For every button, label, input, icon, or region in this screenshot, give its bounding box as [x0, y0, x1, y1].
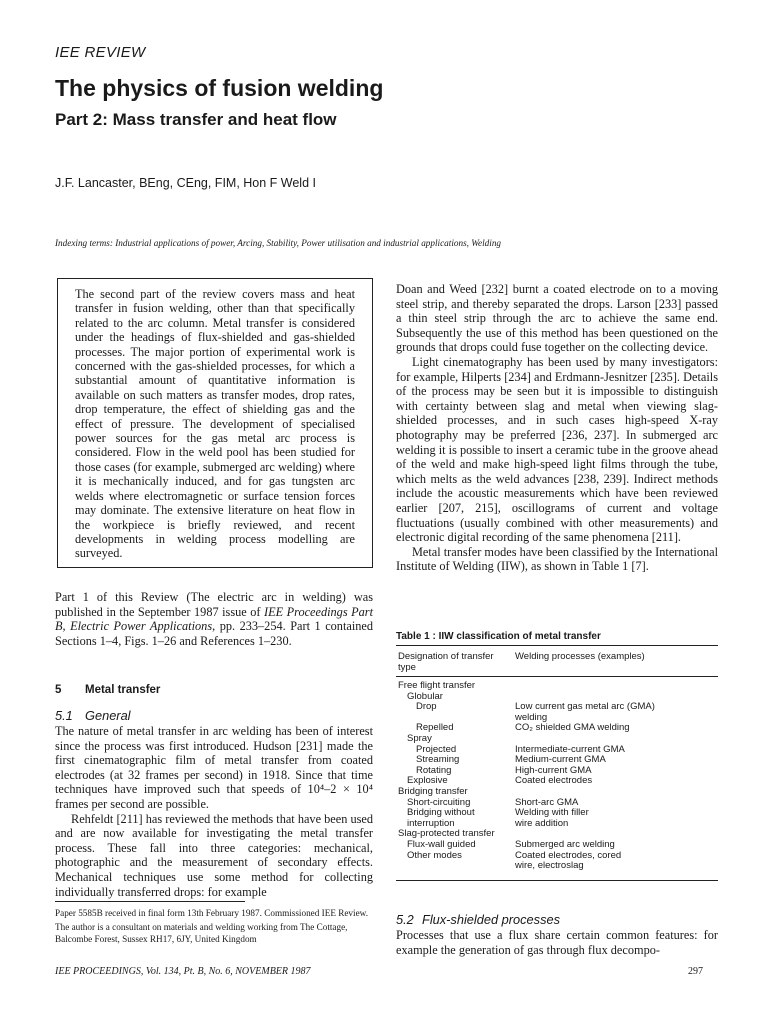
- section-5-heading: [55, 684, 160, 696]
- table-rule-header: [396, 676, 718, 677]
- abstract-text: The second part of the review covers mass and heat transfer in fusion welding, other than that specifically related to the arc column. Metal transfer is considered under the headings of flux-shielded and gas-shielded processes. The major portion of experimental work is concerned with the gas-shielded processes, for which a substantial amount of quantitative information is available on such matters as transfer modes, drop rates, drop temperature, the effect of shielding gas and the effect of pressure. The development of specialised power sources for the gas metal arc process is considered. Flow in the weld pool has been studied for those cases (for example, submerged arc welding) where it is mechanically induced, and for gas tungsten arc welds where electromagnetic or surface tension forces may dominate. The extensive literature on heat flow in the workpiece is briefly reviewed, and recent developments in welding process modelling are surveyed.: [75, 287, 355, 561]
- article-subtitle: Part 2: Mass transfer and heat flow: [55, 110, 337, 129]
- section-5-1-title: General: [85, 708, 131, 723]
- table-rule-top: [396, 645, 718, 646]
- table-cell-process: CO₂ shielded GMA welding: [515, 722, 630, 734]
- page-number: 297: [688, 966, 703, 977]
- table-cell-process: Short-arc GMA: [515, 796, 579, 808]
- footnote-received: Paper 5585B received in final form 13th February 1987. Commissioned IEE Review.: [55, 908, 368, 918]
- footnotes: [55, 908, 375, 948]
- table-cell-process: welding: [515, 711, 548, 723]
- table-cell-process: Submerged arc welding: [515, 839, 615, 850]
- table-cell-process: wire, electroslag: [515, 860, 584, 872]
- part1-note: [55, 590, 373, 648]
- section-5-2-body: Processes that use a flux share certain common features: for example the generation of gas through flux decompo-: [396, 928, 718, 957]
- section-5-title: Metal transfer: [85, 684, 161, 696]
- table-cell-designation: Free flight transfer: [398, 680, 476, 691]
- section-5-2-heading: [396, 912, 560, 927]
- table-cell-process: Welding with filler: [515, 807, 589, 819]
- author-line: J.F. Lancaster, BEng, CEng, FIM, Hon F Weld I: [55, 176, 316, 190]
- table-cell-designation: Bridging transfer: [398, 786, 468, 797]
- table-cell-designation: Explosive: [407, 775, 448, 787]
- indexing-terms: Indexing terms: Industrial applications of power, Arcing, Stability, Power utilisation and industrial applications, Welding: [55, 238, 502, 248]
- section-5-1-number: 5.1: [55, 708, 73, 723]
- body-paragraph: Doan and Weed [232] burnt a coated electrode on to a moving steel strip, and thereby separated the drops. Larson [233] passed a thin steel strip through the arc to achieve the same end. Subsequently the use of this method has been questioned on the grounds that drops could fuse together on the collecting device.: [396, 282, 718, 355]
- section-5-1-heading: [55, 708, 131, 723]
- section-5-2-number: 5.2: [396, 912, 414, 927]
- journal-header: IEE REVIEW: [55, 44, 146, 61]
- footnote-author: The author is a consultant on materials and welding working from The Cottage, Balcombe Forest, Sussex RH17, 6JY, United Kingdom: [55, 922, 348, 944]
- body-paragraph: Rehfeldt [211] has reviewed the methods that have been used and are now available for investigating the metal transfer process. These fall into three categories: mechanical, photographic and the measurement of secondary effects. Mechanical techniques use some method for collecting individually transferred drops: for example: [55, 811, 373, 899]
- table-cell-designation: Drop: [416, 701, 437, 713]
- table-rule-bottom: [396, 880, 718, 881]
- part1-note-text-b: , pp. 233–254. Part 1 contained Sections 1–4, Figs. 1–26 and References 1–230.: [55, 619, 374, 648]
- table-cell-designation: Rotating: [416, 764, 452, 776]
- part1-note-journal: IEE Proceedings Part B, Electric Power Applications: [55, 604, 373, 634]
- body-paragraph: Light cinematography has been used by many investigators: for example, Hilperts [234] and Erdmann-Jesnitzer [235]. Details of the process may be seen but it is impossible to distinguish with certainty between slag and metal when viewing slag-shielded processes, and in such cases high-speed X-ray photography may be preferred [236, 237]. In submerged arc welding it is possible to insert a ceramic tube in the groove ahead of the weld and make high-speed light films through the tube, which melts as the weld advances [238, 239]. Indirect methods include the acoustic measurements which have been reviewed earlier [207, 215], oscillograms of current and voltage fluctuations (usually combined with other measurements) and electronic digital recording of the same phenomena [211].: [396, 354, 718, 545]
- table-cell-process: High-current GMA: [515, 764, 592, 776]
- footer-journal-info: IEE PROCEEDINGS, Vol. 134, Pt. B, No. 6, NOVEMBER 1987: [55, 966, 311, 977]
- table-cell-process: Low current gas metal arc (GMA): [515, 701, 655, 713]
- section-5-number: 5: [55, 684, 62, 696]
- table-cell-designation: Slag-protected transfer: [398, 828, 495, 840]
- table-header-designation: Designation of transfer type: [398, 651, 494, 673]
- table-cell-designation: Short-circuiting: [407, 796, 471, 808]
- table-cell-designation: Repelled: [416, 722, 454, 734]
- body-paragraph: Metal transfer modes have been classified by the International Institute of Welding (IIW), as shown in Table 1 [7].: [396, 544, 718, 574]
- table-cell-designation: Projected: [416, 743, 457, 755]
- table-cell-designation: Spray: [407, 733, 432, 744]
- part1-note-text-a: Part 1 of this Review (The electric arc in welding) was published in the September 1987 issue of: [55, 590, 373, 619]
- table-cell-designation: Flux-wall guided: [407, 839, 476, 850]
- table-cell-designation: Streaming: [416, 754, 460, 766]
- section-5-2-title: Flux-shielded processes: [422, 912, 560, 927]
- table-cell-designation: interruption: [407, 817, 455, 829]
- table-cell-designation: Globular: [407, 690, 443, 702]
- table-cell-process: Intermediate-current GMA: [515, 743, 625, 755]
- article-title: The physics of fusion welding: [55, 75, 384, 101]
- footnote-rule: [55, 901, 245, 902]
- table-caption: Table 1 : IIW classification of metal transfer: [396, 631, 601, 642]
- table-cell-process: wire addition: [515, 817, 569, 829]
- right-column-body: [396, 282, 718, 574]
- table-cell-designation: Bridging without: [407, 807, 475, 819]
- body-paragraph: The nature of metal transfer in arc welding has been of interest since the process was first introduced. Hudson [231] made the first cinematographic film of metal transfer from coated electrodes (at 32 frames per second) in 1918. Since that time techniques have improved such that speeds of 10⁴–2 × 10⁴ frames per second are possible.: [55, 724, 373, 811]
- table-cell-process: Coated electrodes: [515, 775, 593, 787]
- section-5-1-body: [55, 724, 373, 899]
- table-cell-designation: Other modes: [407, 849, 462, 861]
- table-cell-process: Coated electrodes, cored: [515, 849, 622, 861]
- table-header-processes: Welding processes (examples): [515, 651, 645, 662]
- table-cell-process: Medium-current GMA: [515, 754, 606, 766]
